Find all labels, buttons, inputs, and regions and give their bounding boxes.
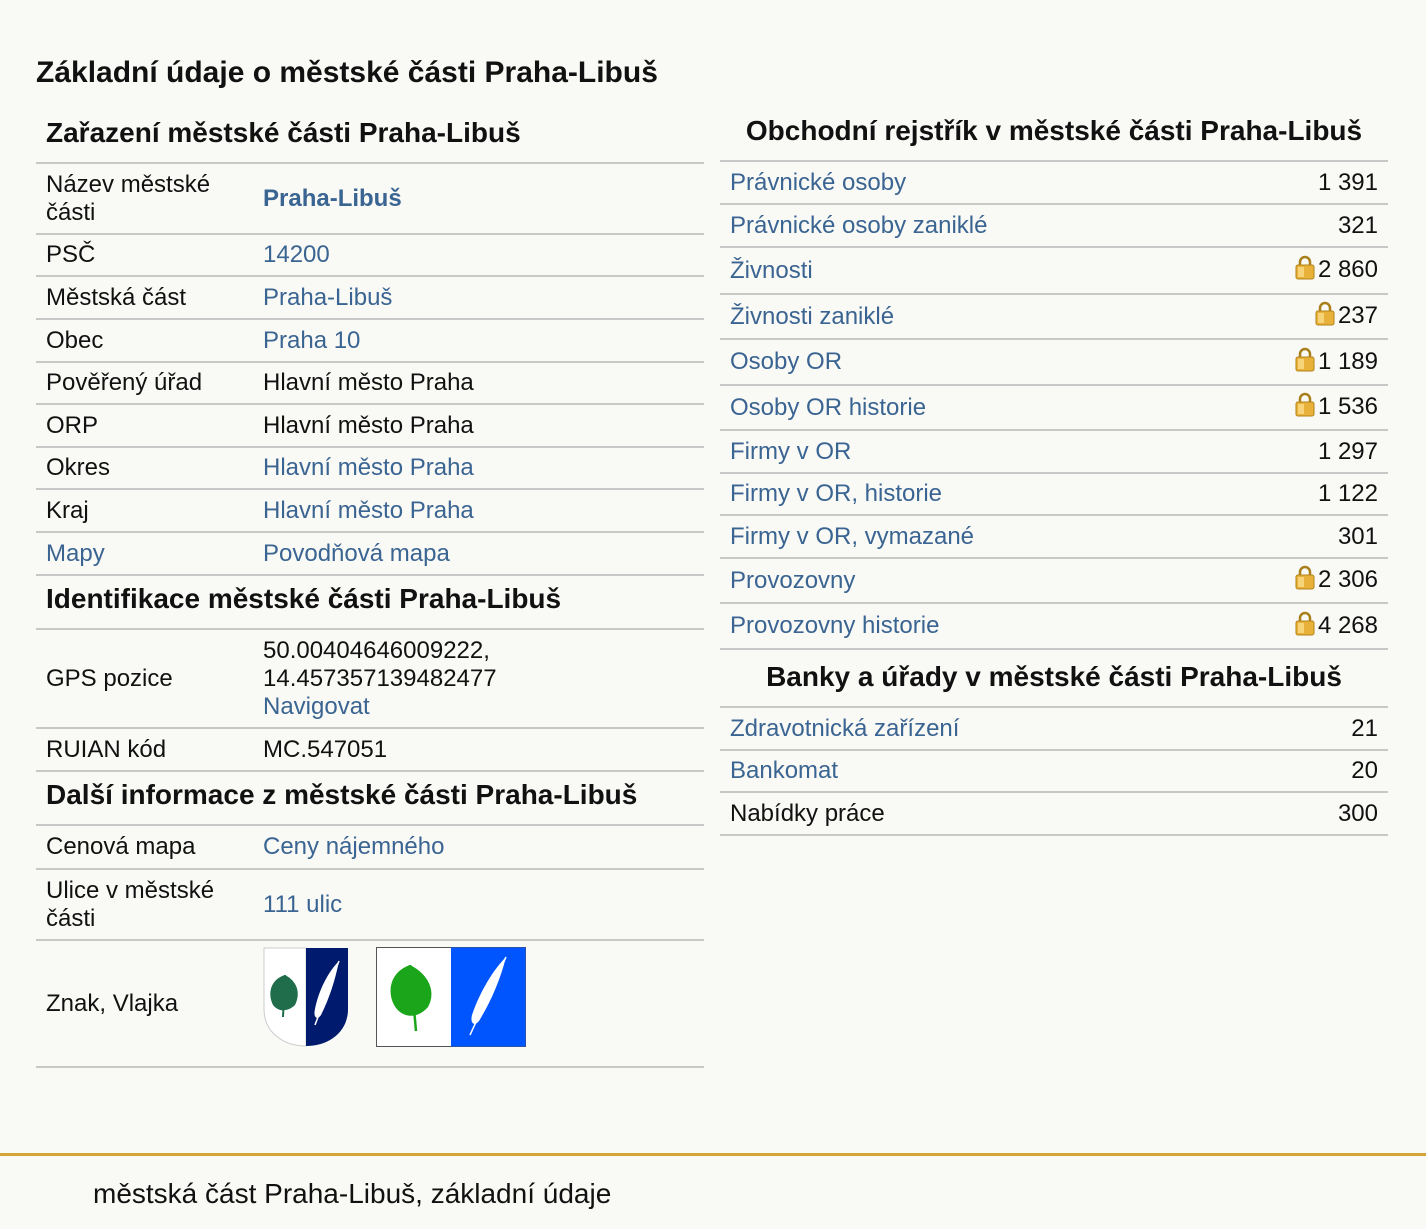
row-label: Název městské části (36, 164, 253, 234)
municipality-name-link[interactable]: Praha-Libuš (263, 184, 402, 212)
register-link[interactable]: Osoby OR (730, 348, 843, 375)
row-value (1207, 247, 1388, 294)
count-value: 301 (1337, 522, 1378, 550)
row-value (1207, 558, 1388, 603)
row-value: 20 (1258, 750, 1388, 792)
banky-table (720, 708, 1388, 836)
ruian-value: MC.547051 (253, 728, 704, 771)
row-label: ORP (36, 404, 253, 447)
identifikace-table (36, 630, 704, 772)
count-value: 237 (1337, 302, 1378, 329)
rent-prices-link[interactable]: Ceny nájemného (263, 833, 445, 860)
table-row (720, 162, 1388, 204)
dalsi-heading: Další informace z městské části Praha-Libuš (36, 772, 704, 826)
row-value (1207, 385, 1388, 430)
flag-image[interactable] (376, 947, 526, 1054)
register-link[interactable]: Živnosti zaniklé (730, 302, 895, 330)
count-value: 1 297 (1317, 437, 1378, 465)
identifikace-heading: Identifikace městské části Praha-Libuš (36, 576, 704, 630)
table-row (720, 473, 1388, 515)
table-row (720, 750, 1388, 792)
table-row (36, 404, 704, 447)
zarazeni-table (36, 164, 704, 576)
obchodni-heading: Obchodní rejstřík v městské části Praha-Libuš (720, 110, 1388, 162)
lock-icon (1295, 564, 1315, 597)
table-row (720, 792, 1388, 835)
row-value (1207, 294, 1388, 339)
table-row (36, 447, 704, 489)
flood-map-link[interactable]: Povodňová mapa (263, 539, 450, 567)
gps-latitude: 50.00404646009222, (263, 636, 490, 664)
row-label: PSČ (36, 234, 253, 276)
count-value: 1 536 (1317, 393, 1378, 420)
row-label: Cenová mapa (36, 826, 253, 869)
register-link[interactable]: Firmy v OR, vymazané (730, 522, 975, 550)
row-label: RUIAN kód (36, 728, 253, 771)
row-value: 300 (1258, 792, 1388, 835)
gps-longitude: 14.457357139482477 (263, 664, 497, 692)
row-value (1207, 430, 1388, 473)
okres-link[interactable]: Hlavní město Praha (263, 454, 474, 481)
lock-icon (1295, 254, 1315, 287)
count-value: 1 122 (1317, 480, 1378, 507)
table-row (720, 603, 1388, 649)
coat-of-arms-image[interactable] (263, 947, 349, 1054)
register-link[interactable]: Právnické osoby (730, 168, 907, 196)
streets-link[interactable]: 111 ulic (263, 890, 343, 918)
table-row (36, 532, 704, 575)
table-row (36, 826, 704, 869)
row-label: GPS pozice (36, 630, 253, 728)
row-label: Obec (36, 319, 253, 362)
footer (0, 1153, 1426, 1229)
row-value (1207, 204, 1388, 247)
row-label: Městská část (36, 276, 253, 319)
atm-link[interactable]: Bankomat (730, 757, 839, 784)
navigate-link[interactable]: Navigovat (263, 692, 370, 720)
row-value (1207, 339, 1388, 385)
kraj-link[interactable]: Hlavní město Praha (263, 496, 474, 524)
count-value: 2 860 (1317, 256, 1378, 283)
table-row (36, 869, 704, 940)
row-value (1207, 515, 1388, 558)
lock-icon (1295, 391, 1315, 424)
job-offers-label: Nabídky práce (720, 792, 1258, 835)
psc-link[interactable]: 14200 (263, 241, 330, 268)
table-row (36, 319, 704, 362)
row-label: Pověřený úřad (36, 362, 253, 404)
table-row (720, 204, 1388, 247)
row-value (1207, 473, 1388, 515)
table-row (36, 276, 704, 319)
table-row (36, 489, 704, 532)
table-row (36, 728, 704, 771)
count-value: 321 (1337, 211, 1378, 239)
povereny-urad-value: Hlavní město Praha (253, 362, 704, 404)
register-link[interactable]: Živnosti (730, 256, 813, 284)
footer-text: městská část Praha-Libuš, základní údaje (93, 1178, 612, 1209)
left-column (36, 110, 704, 1068)
register-link[interactable]: Provozovny (730, 566, 856, 594)
table-row (720, 385, 1388, 430)
count-value: 1 391 (1317, 168, 1378, 196)
row-label: Kraj (36, 489, 253, 532)
count-value: 1 189 (1317, 347, 1378, 375)
mapy-link[interactable]: Mapy (46, 539, 105, 567)
register-link[interactable]: Osoby OR historie (730, 393, 927, 421)
lock-icon (1315, 300, 1335, 333)
register-link[interactable]: Firmy v OR (730, 437, 852, 465)
lock-icon (1295, 610, 1315, 643)
banky-heading: Banky a úřady v městské části Praha-Libuš (720, 650, 1388, 708)
register-link[interactable]: Provozovny historie (730, 612, 940, 639)
table-row (36, 164, 704, 234)
table-row (720, 708, 1388, 750)
count-value: 4 268 (1317, 611, 1378, 639)
table-row (36, 362, 704, 404)
table-row (720, 430, 1388, 473)
row-value (1207, 603, 1388, 649)
count-value: 2 306 (1317, 566, 1378, 593)
register-link[interactable]: Právnické osoby zaniklé (730, 211, 988, 239)
table-row (720, 558, 1388, 603)
obec-link[interactable]: Praha 10 (263, 326, 361, 354)
table-row (720, 247, 1388, 294)
row-value (1207, 162, 1388, 204)
dalsi-table (36, 826, 704, 1068)
row-label: Ulice v městské části (36, 869, 253, 940)
health-facilities-link[interactable]: Zdravotnická zařízení (730, 714, 960, 742)
row-label: Okres (36, 447, 253, 489)
mestska-cast-link[interactable]: Praha-Libuš (263, 283, 393, 311)
register-link[interactable]: Firmy v OR, historie (730, 480, 943, 507)
table-row (720, 515, 1388, 558)
table-row (720, 294, 1388, 339)
table-row (36, 940, 704, 1067)
table-row (720, 339, 1388, 385)
table-row (36, 630, 704, 728)
page-title: Základní údaje o městské části Praha-Libuš (36, 56, 658, 89)
zarazeni-heading: Zařazení městské části Praha-Libuš (36, 110, 704, 164)
row-label: Znak, Vlajka (36, 940, 253, 1067)
table-row (36, 234, 704, 276)
lock-icon (1295, 346, 1315, 379)
right-column (720, 110, 1388, 836)
orp-value: Hlavní město Praha (253, 404, 704, 447)
row-value: 21 (1258, 708, 1388, 750)
obchodni-table (720, 162, 1388, 650)
